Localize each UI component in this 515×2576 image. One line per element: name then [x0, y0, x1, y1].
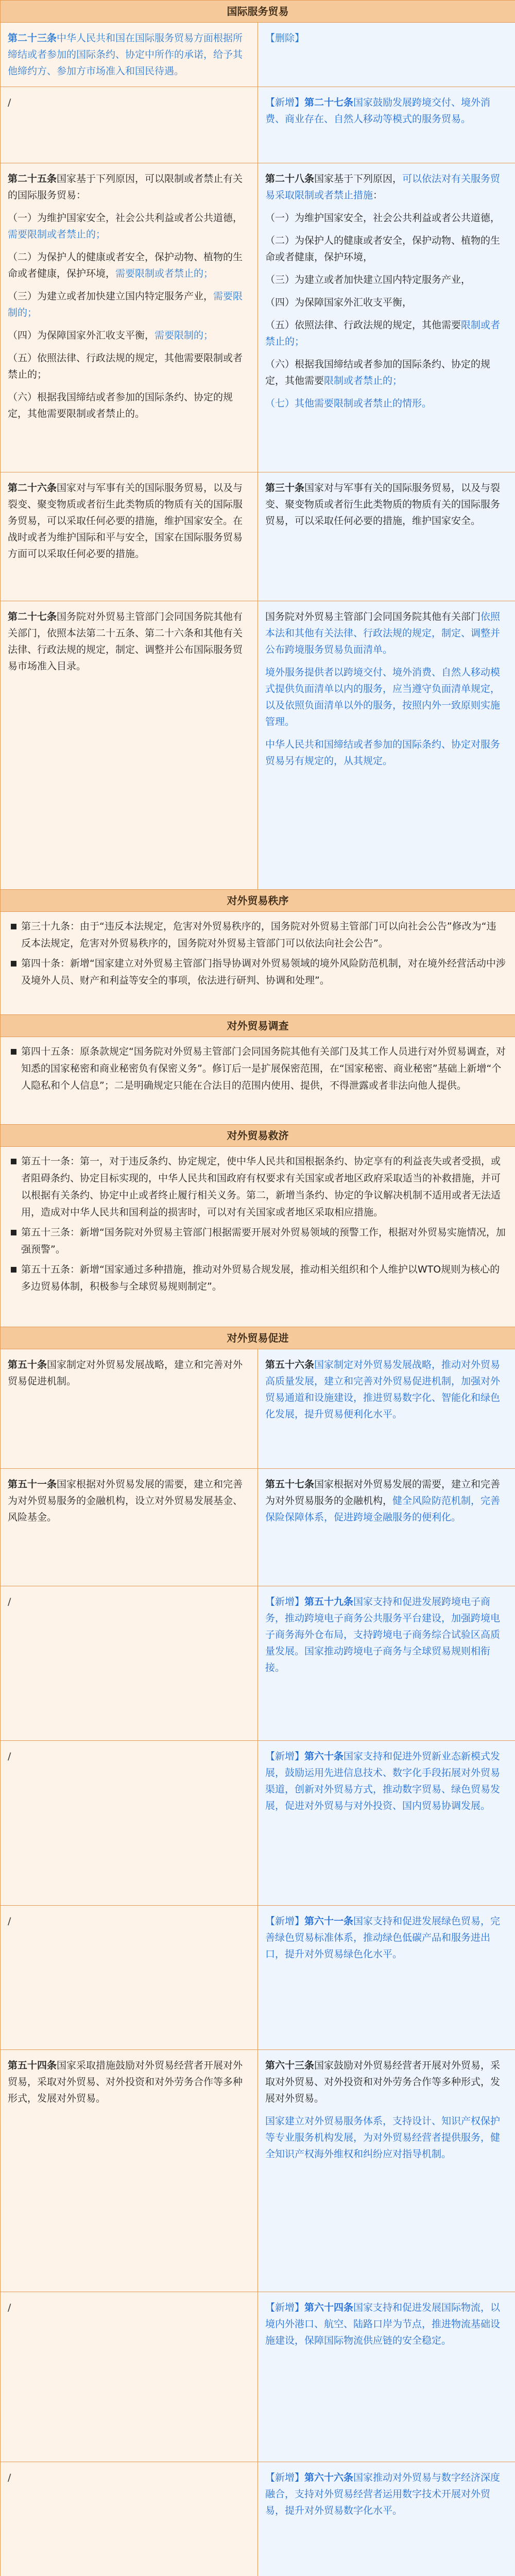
- section-header-trade-in-services: 国际服务贸易: [1, 1, 515, 23]
- table-row: / 【新增】第二十七条国家鼓励发展跨境交付、境外消费、商业存在、自然人移动等模式的服务贸易。: [1, 87, 515, 163]
- table-row: 第五十条国家制定对外贸易发展战略，建立和完善对外贸易促进机制。 第五十六条国家制定对外贸易发展战略，推动对外贸易高质量发展，建立和完善对外贸易促进机制，加强对外贸易通道和设施建设，推进贸易数字化、智能化和绿色化发展，提升贸易便利化水平。: [1, 1349, 515, 1469]
- table-row: 第四十五条：原条款规定“国务院对外贸易主管部门会同国务院其他有关部门及其工作人员进行对外贸易调查，对知悉的国家秘密和商业秘密负有保密义务”。修订后一是扩展保密范围，在“国家秘密、商业秘密”基础上新增“个人隐私和个人信息”；二是明确规定只能在合法目的范围内使用、提供，不得泄露或者非法向他人提供。: [1, 1037, 515, 1125]
- table-row: 第三十九条：由于“违反本法规定，危害对外贸易秩序的，国务院对外贸易主管部门可以向社会公告”修改为“违反本法规定，危害对外贸易秩序的，国务院对外贸易主管部门可以依法向社会公告”。 第四十条：新增“国家建立对外贸易主管部门指导协调对外贸易领域的境外风险防范机制，对在境外经营活动中涉及境外人员、财产和利益等安全的事项，依法进行研判、协调和处理”。: [1, 912, 515, 1015]
- table-row: 第五十一条：第一，对于违反条约、协定规定，使中华人民共和国根据条约、协定享有的利益丧失或者受损，或者阻碍条约、协定目标实现的，中华人民共和国政府有权要求有关国家或者地区政府采取适当的补救措施，并可以根据有关条约、协定中止或者终止履行相关义务。第二，新增当条约、协定的争议解决机制不适用或者无法适用，造成对中华人民共和国利益的损害时，可以对有关国家或者地区采取相应措施。 第五十三条：新增“国务院对外贸易主管部门根据需要开展对外贸易领域的预警工作，根据对外贸易实施情况，加强预警”。 第五十五条：新增“国家通过多种措施，推动对外贸易合规发展，推动相关组织和个人维护以WTO规则为核心的多边贸易体制，积极参与全球贸易规则制定”。: [1, 1147, 515, 1327]
- table-row: / 【新增】第六十一条国家支持和促进发展绿色贸易，完善绿色贸易标准体系，推动绿色低碳产品和服务进出口，提升对外贸易绿色化水平。: [1, 1906, 515, 2050]
- table-row: 第二十六条国家对与军事有关的国际服务贸易，以及与裂变、聚变物质或者衍生此类物质的物质有关的国际服务贸易，可以采取任何必要的措施，维护国家安全。在战时或者为维护国际和平与安全，国家在国际服务贸易方面可以采取任何必要的措施。 第三十条国家对与军事有关的国际服务贸易，以及与裂变、聚变物质或者衍生此类物质的物质有关的国际服务贸易，可以采取任何必要的措施，维护国家安全。: [1, 472, 515, 601]
- table-row: / 【新增】第五十九条国家支持和促进发展跨境电子商务，推动跨境电子商务公共服务平台建设，加强跨境电子商务海外仓布局，支持跨境电子商务综合试验区高质量发展。国家推动跨境电子商务与全球贸易规则相衔接。: [1, 1586, 515, 1741]
- section-header-remedy: 对外贸易救济: [1, 1125, 515, 1147]
- table-row: / 【新增】第六十条国家支持和促进外贸新业态新模式发展，鼓励运用先进信息技术、数字化手段拓展对外贸易渠道，创新对外贸易方式，推动数字贸易、绿色贸易发展，促进对外贸易与对外投资、国内贸易协调发展。: [1, 1741, 515, 1906]
- table-row: 第五十一条国家根据对外贸易发展的需要，建立和完善为对外贸易服务的金融机构，设立对外贸易发展基金、风险基金。 第五十七条国家根据对外贸易发展的需要，建立和完善为对外贸易服务的金融机构，健全风险防范机制，完善保险保障体系，促进跨境金融服务的便利化。: [1, 1469, 515, 1586]
- table-row: / 【新增】第六十四条国家支持和促进发展国际物流，以境内外港口、航空、陆路口岸为节点，推进物流基础设施建设，保障国际物流供应链的安全稳定。: [1, 2292, 515, 2462]
- table-row: 第五十四条国家采取措施鼓励对外贸易经营者开展对外贸易，采取对外贸易、对外投资和对外劳务合作等多种形式，发展对外贸易。 第六十三条国家鼓励对外贸易经营者开展对外贸易，采取对外贸易、对外投资和对外劳务合作等多种形式，发展对外贸易。 国家建立对外贸易服务体系，支持设计、知识产权保护等专业服务机构发展，为对外贸易经营者提供服务，健全知识产权海外维权和纠纷应对指导机制。: [1, 2050, 515, 2292]
- table-row: 第二十五条国家基于下列原因，可以限制或者禁止有关的国际服务贸易： （一）为维护国家安全，社会公共利益或者公共道德，需要限制或者禁止的； （二）为保护人的健康或者安全，保护动物、植物的生命或者健康，保护环境，需要限制或者禁止的； （三）为建立或者加快建立国内特定服务产业，需要限制的； （四）为保障国家外汇收支平衡，需要限制的； （五）依照法律、行政法规的规定，其他需要限制或者禁止的； （六）根据我国缔结或者参加的国际条约、协定的规定，其他需要限制或者禁止的。 第二十八条国家基于下列原因，可以依法对有关服务贸易采取限制或者禁止措施： （一）为维护国家安全，社会公共利益或者公共道德， （二）为保护人的健康或者安全，保护动物、植物的生命或者健康，保护环境， （三）为建立或者加快建立国内特定服务产业， （四）为保障国家外汇收支平衡， （五）依照法律、行政法规的规定，其他需要限制或者禁止的； （六）根据我国缔结或者参加的国际条约、协定的规定，其他需要限制或者禁止的； （七）其他需要限制或者禁止的情形。: [1, 163, 515, 472]
- section-header-promotion: 对外贸易促进: [1, 1327, 515, 1349]
- table-row: / 【新增】第六十六条国家推动对外贸易与数字经济深度融合，支持对外贸易经营者运用数字技术开展对外贸易，提升对外贸易数字化水平。: [1, 2462, 515, 2576]
- table-row: 第二十三条中华人民共和国在国际服务贸易方面根据所缔结或者参加的国际条约、协定中所作的承诺，给予其他缔约方、参加方市场准入和国民待遇。 【删除】: [1, 23, 515, 87]
- section-header-order: 对外贸易秩序: [1, 890, 515, 912]
- table-row: 第二十七条国务院对外贸易主管部门会同国务院其他有关部门，依照本法第二十五条、第二十六条和其他有关法律、行政法规的规定，制定、调整并公布国际服务贸易市场准入目录。 国务院对外贸易主管部门会同国务院其他有关部门依照本法和其他有关法律、行政法规的规定，制定、调整并公布跨境服务贸易负面清单。 境外服务提供者以跨境交付、境外消费、自然人移动模式提供负面清单以内的服务，应当遵守负面清单规定，以及依照负面清单以外的服务，按照内外一致原则实施管理。 中华人民共和国缔结或者参加的国际条约、协定对服务贸易另有规定的，从其规定。: [1, 601, 515, 890]
- section-header-investigation: 对外贸易调查: [1, 1015, 515, 1037]
